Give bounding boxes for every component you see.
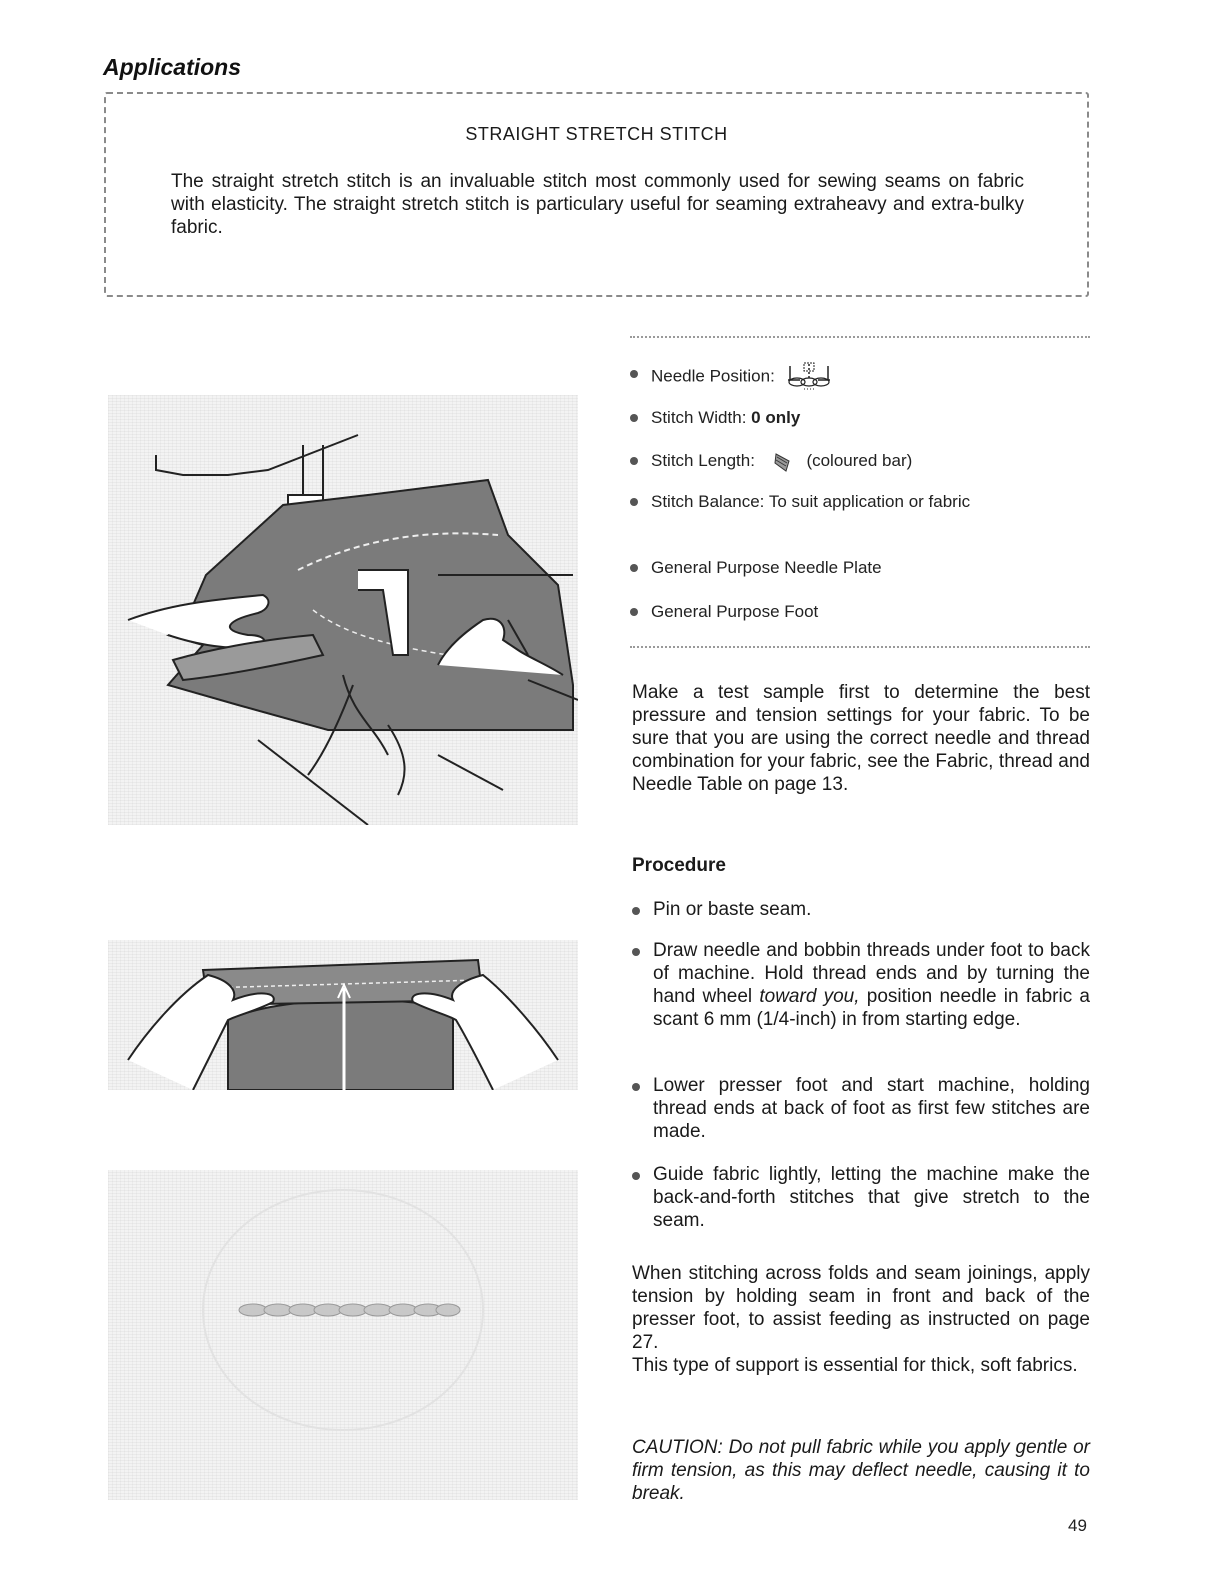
stitch-width-label: Stitch Width:	[651, 408, 747, 427]
intro-box	[104, 92, 1089, 297]
support-paragraph: When stitching across folds and seam joinings, apply tension by holding seam in front and back of the presser foot, to assist feeding as instructed on page 27.	[632, 1263, 1090, 1353]
needle-position-icon	[786, 362, 832, 392]
coloured-bar-icon	[772, 451, 794, 473]
foot-item	[630, 600, 1090, 624]
stitch-length-label: Stitch Length:	[651, 451, 755, 470]
procedure-step	[632, 1163, 1090, 1232]
seam-hands-illustration	[108, 940, 578, 1090]
procedure-step	[632, 898, 1090, 921]
procedure-step-text	[632, 939, 1090, 1031]
bullet-icon	[632, 948, 640, 956]
needle-plate-item	[630, 556, 1090, 580]
bullet-icon	[632, 1172, 640, 1180]
seam-hands-drawing	[108, 940, 578, 1090]
bullet-icon	[630, 457, 638, 465]
stitch-length-note: (coloured bar)	[806, 451, 913, 470]
stitch-balance-item	[630, 490, 1090, 514]
procedure-step-text: Lower presser foot and start machine, holding thread ends at back of foot as first few stitches are made.	[653, 1075, 1090, 1142]
bullet-icon	[630, 498, 638, 506]
support-paragraph-2: This type of support is essential for thick, soft fabrics.	[632, 1355, 1078, 1376]
section-heading: Applications	[103, 54, 242, 80]
stitch-balance-label: Stitch Balance:	[651, 492, 765, 511]
stitch-length-item	[630, 449, 1090, 473]
page-number: 49	[1068, 1516, 1087, 1535]
stitch-sample-drawing	[108, 1170, 578, 1500]
foot-text: General Purpose Foot	[651, 602, 819, 621]
settings-bottom-rule	[630, 646, 1090, 648]
stitch-balance-value: To suit application or fabric	[768, 492, 971, 511]
procedure-step-emphasis: toward you,	[759, 986, 860, 1007]
procedure-step-text: Pin or baste seam.	[653, 899, 812, 920]
settings-top-rule	[630, 336, 1090, 338]
test-sample-paragraph: Make a test sample first to determine the best pressure and tension settings for your fabric. To be sure that you are using the correct needle and thread combination for your fabric, see the Fabric, thread and Needle Table on page 13.	[632, 682, 1090, 795]
intro-title: STRAIGHT STRETCH STITCH	[465, 124, 728, 144]
procedure-step-text-part: Draw needle and bobbin threads under foot to back of machine. Hold thread ends and by turning the hand wheel	[653, 940, 1090, 1007]
procedure-step-text: Guide fabric lightly, letting the machine make the back-and-forth stitches that give stretch to the seam.	[653, 1164, 1090, 1231]
procedure-step	[632, 939, 1090, 1031]
sewing-machine-drawing	[108, 395, 578, 825]
stitch-sample-illustration	[108, 1170, 578, 1500]
bullet-icon	[630, 564, 638, 572]
stitch-width-value: 0 only	[751, 408, 801, 427]
caution-paragraph: CAUTION: Do not pull fabric while you apply gentle or firm tension, as this may deflect needle, causing it to break.	[632, 1437, 1090, 1504]
procedure-heading: Procedure	[632, 855, 726, 876]
procedure-step-text-part: position needle in fabric a scant 6 mm (1/4-inch) in from starting edge.	[653, 986, 1090, 1030]
bullet-icon	[632, 907, 640, 915]
needle-plate-text: General Purpose Needle Plate	[651, 558, 882, 577]
bullet-icon	[630, 414, 638, 422]
needle-position-item	[630, 362, 1090, 392]
intro-text: The straight stretch stitch is an invaluable stitch most commonly used for sewing seams on fabric with elasticity. The straight stretch stitch is particulary useful for seaming extraheavy and extra-bulky fabric.	[171, 171, 1024, 238]
bullet-icon	[630, 608, 638, 616]
bullet-icon	[632, 1083, 640, 1091]
procedure-step	[632, 1074, 1090, 1143]
sewing-machine-illustration	[108, 395, 578, 825]
needle-position-label: Needle Position:	[651, 366, 775, 386]
bullet-icon	[630, 370, 638, 378]
stitch-width-item	[630, 406, 1090, 430]
